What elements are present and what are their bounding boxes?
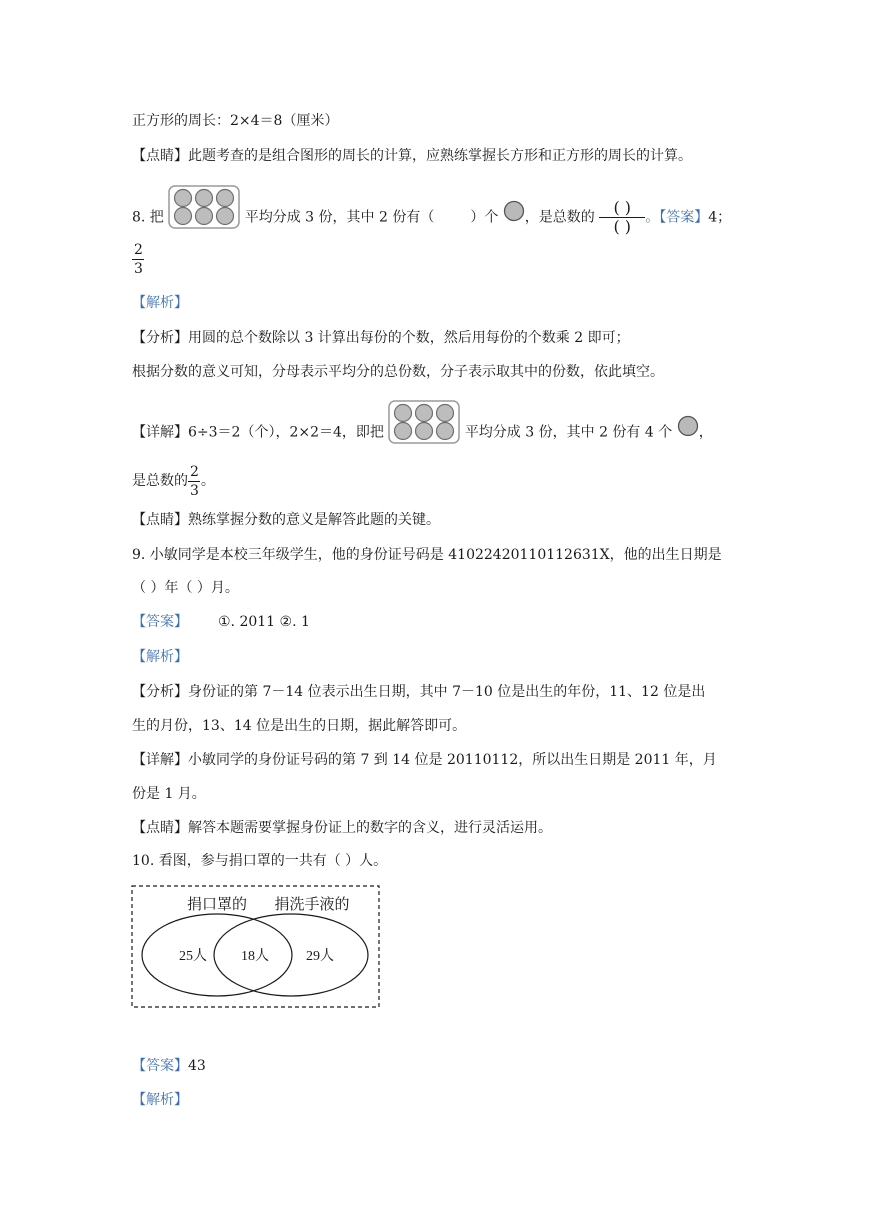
dianjing-7: 【点睛】此题考查的是组合图形的周长的计算，应熟练掌握长方形和正方形的周长的计算。 [132, 148, 692, 164]
circle-tray-icon [168, 185, 240, 250]
xiangjie-9b: 份是 1 月。 [132, 786, 206, 802]
blank-denominator: ( ) [613, 217, 632, 236]
jiexi-9: 【解析】 [132, 649, 188, 665]
perimeter-square-line: 正方形的周长：2×4＝8（厘米） [132, 113, 339, 129]
q8-dot: 。 [645, 209, 660, 226]
blank-fraction [599, 200, 645, 235]
grey-circle-icon-2 [677, 408, 699, 458]
xiangjie-8-line2-text: 是总数的 [132, 473, 188, 489]
answer-text-10: 43 [188, 1058, 206, 1074]
answer-tag-8: 【答案】 [659, 209, 709, 226]
blank-numerator: ( ) [613, 198, 632, 217]
venn-diagram [131, 885, 381, 1009]
jiexi-10: 【解析】 [132, 1092, 188, 1108]
venn-center-value: 18人 [241, 949, 269, 964]
xiangjie-8-num: 2 [190, 463, 199, 480]
q8-mid2: ）个 [470, 209, 499, 226]
q8-mid3: ，是总数的 [524, 209, 595, 226]
xiangjie-8-end: ， [698, 424, 713, 441]
circle-tray-icon-2 [388, 400, 460, 465]
xiangjie-8-mid: 平均分成 3 份，其中 2 份有 4 个 [464, 424, 673, 441]
question-9-line1: 9. 小敏同学是本校三年级学生，他的身份证号码是 41022420110112631X，他的出生日期是 [132, 547, 722, 563]
grey-circle-icon [503, 193, 525, 243]
answer-text-8: 4； [708, 209, 732, 226]
fenxi-9a: 【分析】身份证的第 7－14 位表示出生日期，其中 7－10 位是出生的年份，11、12 位是出 [132, 684, 706, 700]
answer-fraction-8 [132, 242, 145, 277]
jiexi-8: 【解析】 [132, 295, 188, 311]
venn-right-ellipse [214, 914, 368, 996]
question-8 [132, 185, 731, 235]
dianjing-8: 【点睛】熟练掌握分数的意义是解答此题的关键。 [132, 512, 440, 528]
xiangjie-9a: 【详解】小敏同学的身份证号码的第 7 到 14 位是 20110112，所以出生日期是 2011 年，月 [132, 752, 717, 768]
dianjing-9: 【点睛】解答本题需要掌握身份证上的数字的含义，进行灵活运用。 [132, 820, 552, 836]
q8-mid1: 平均分成 3 份，其中 2 份有（ [244, 209, 435, 226]
q8-pre: 8. 把 [132, 209, 164, 226]
xiangjie-8-line2 [132, 463, 215, 499]
venn-label-left: 捐口罩的 [186, 896, 248, 913]
answer-10 [132, 1056, 206, 1076]
answer-text-9: ①. 2011 ②. 1 [218, 614, 310, 630]
xiangjie-8 [132, 400, 713, 450]
venn-left-ellipse [142, 914, 292, 996]
answer-tag-10: 【答案】 [132, 1058, 188, 1074]
fenxi-8b: 根据分数的意义可知，分母表示平均分的总份数，分子表示取其中的份数，依此填空。 [132, 364, 664, 380]
xiangjie-8-tail: 。 [200, 473, 215, 489]
answer-tag-9: 【答案】 [132, 614, 188, 630]
question-9-line2: （ ）年（ ）月。 [132, 580, 239, 596]
xiangjie-8-den: 3 [190, 482, 199, 499]
ans-denominator: 3 [134, 261, 143, 277]
venn-right-value: 29人 [306, 949, 334, 964]
question-10: 10. 看图，参与捐口罩的一共有（ ）人。 [132, 853, 388, 869]
venn-left-value: 25人 [179, 949, 207, 964]
ans-numerator: 2 [134, 242, 143, 258]
answer-9 [132, 612, 310, 632]
fenxi-9b: 生的月份，13、14 位是出生的日期，据此解答即可。 [132, 718, 467, 734]
xiangjie-8-pre: 【详解】6÷3＝2（个），2×2＝4，即把 [132, 424, 384, 441]
fenxi-8a: 【分析】用圆的总个数除以 3 计算出每份的个数，然后用每份的个数乘 2 即可； [132, 330, 630, 346]
venn-label-right: 捐洗手液的 [274, 896, 350, 913]
